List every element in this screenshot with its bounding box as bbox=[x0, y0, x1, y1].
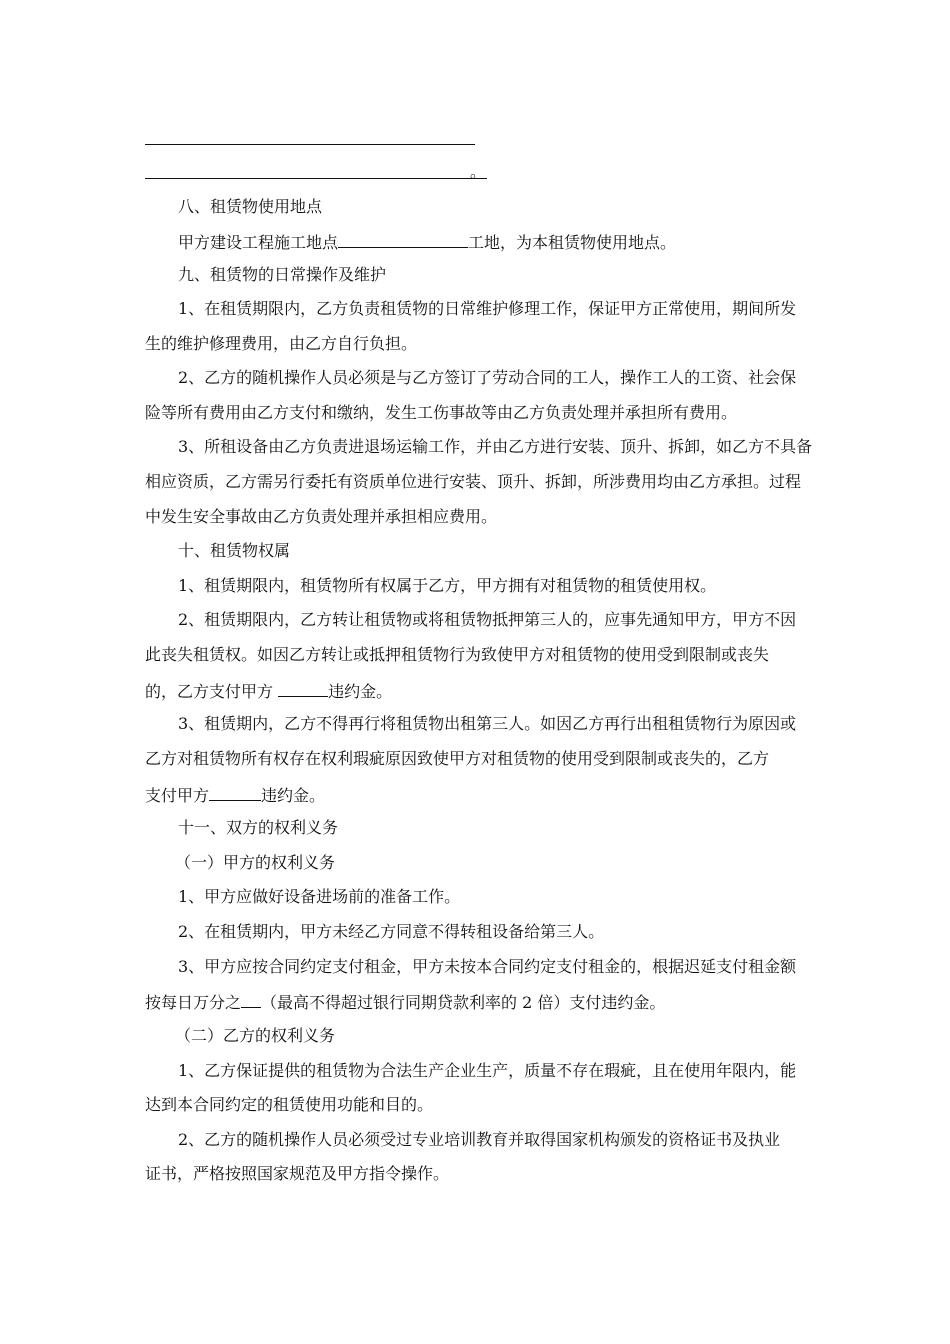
fill-in-blank bbox=[241, 991, 261, 1008]
fill-in-line bbox=[145, 144, 475, 145]
paragraph-line: 1、在租赁期限内，乙方负责租赁物的日常维护修理工作，保证甲方正常使用，期间所发 bbox=[178, 299, 797, 318]
text: （最高不得超过银行同期贷款利率的 2 倍）支付违约金。 bbox=[261, 993, 666, 1012]
paragraph-line: 1、甲方应做好设备进场前的准备工作。 bbox=[178, 887, 461, 906]
paragraph-line: 证书，严格按照国家规范及甲方指令操作。 bbox=[145, 1164, 450, 1183]
paragraph-line: 乙方对租赁物所有权存在权利瑕疵原因致使甲方对租赁物的使用受到限制或丧失的，乙方 bbox=[145, 749, 770, 768]
section-heading-10: 十、租赁物权属 bbox=[178, 541, 291, 560]
paragraph-line: 3、甲方应按合同约定支付租金，甲方未按本合同约定支付租金的，根据迟延支付租金额 bbox=[178, 957, 797, 976]
text: 甲方建设工程施工地点 bbox=[178, 233, 339, 252]
paragraph-line: 3、所租设备由乙方负责进退场运输工作，并由乙方进行安装、顶升、拆卸，如乙方不具备 bbox=[178, 437, 813, 456]
text: 违约金。 bbox=[261, 786, 326, 805]
paragraph-line bbox=[178, 231, 676, 253]
text: 工地，为本租赁物使用地点。 bbox=[468, 233, 677, 252]
paragraph-line: 中发生安全事故由乙方负责处理并承担相应费用。 bbox=[145, 507, 498, 526]
text: 违约金。 bbox=[328, 682, 393, 701]
fill-in-blank bbox=[278, 680, 328, 697]
section-heading-11: 十一、双方的权利义务 bbox=[178, 818, 339, 837]
paragraph-line: 相应资质，乙方需另行委托有资质单位进行安装、顶升、拆卸，所涉费用均由乙方承担。过程 bbox=[145, 472, 802, 491]
paragraph-line: 此丧失租赁权。如因乙方转让或抵押租赁物行为致使甲方对租赁物的使用受到限制或丧失 bbox=[145, 645, 770, 664]
paragraph-line: 3、租赁期内，乙方不得再行将租赁物出租第三人。如因乙方再行出租租赁物行为原因或 bbox=[178, 714, 797, 733]
paragraph-line bbox=[145, 680, 392, 702]
subsection-heading-b: （二）乙方的权利义务 bbox=[175, 1026, 336, 1045]
section-heading-8: 八、租赁物使用地点 bbox=[178, 197, 323, 216]
paragraph-line: 险等所有费用由乙方支付和缴纳，发生工伤事故等由乙方负责处理并承担所有费用。 bbox=[145, 403, 738, 422]
line-end-period: 。 bbox=[470, 162, 487, 181]
text: 支付甲方 bbox=[145, 786, 210, 805]
paragraph-line: 达到本合同约定的租赁使用功能和目的。 bbox=[145, 1095, 434, 1114]
text: 的，乙方支付甲方 bbox=[145, 682, 274, 701]
section-heading-9: 九、租赁物的日常操作及维护 bbox=[178, 265, 387, 284]
paragraph-line: 1、租赁期限内，租赁物所有权属于乙方，甲方拥有对租赁物的租赁使用权。 bbox=[178, 576, 717, 595]
paragraph-line: 1、乙方保证提供的租赁物为合法生产企业生产，质量不存在瑕疵，且在使用年限内，能 bbox=[178, 1061, 797, 1080]
paragraph-line: 2、租赁期限内，乙方转让租赁物或将租赁物抵押第三人的，应事先通知甲方，甲方不因 bbox=[178, 610, 797, 629]
fill-in-blank bbox=[338, 231, 468, 248]
subsection-heading-a: （一）甲方的权利义务 bbox=[175, 853, 336, 872]
paragraph-line bbox=[145, 784, 325, 806]
paragraph-line: 2、乙方的随机操作人员必须是与乙方签订了劳动合同的工人，操作工人的工资、社会保 bbox=[178, 368, 797, 387]
paragraph-line bbox=[145, 991, 665, 1013]
fill-in-line bbox=[145, 178, 487, 179]
paragraph-line: 2、乙方的随机操作人员必须受过专业培训教育并取得国家机构颁发的资格证书及执业 bbox=[178, 1130, 781, 1149]
fill-in-blank bbox=[209, 784, 261, 801]
text: 按每日万分之 bbox=[145, 993, 242, 1012]
paragraph-line: 生的维护修理费用，由乙方自行负担。 bbox=[145, 334, 418, 353]
paragraph-line: 2、在租赁期内，甲方未经乙方同意不得转租设备给第三人。 bbox=[178, 922, 605, 941]
